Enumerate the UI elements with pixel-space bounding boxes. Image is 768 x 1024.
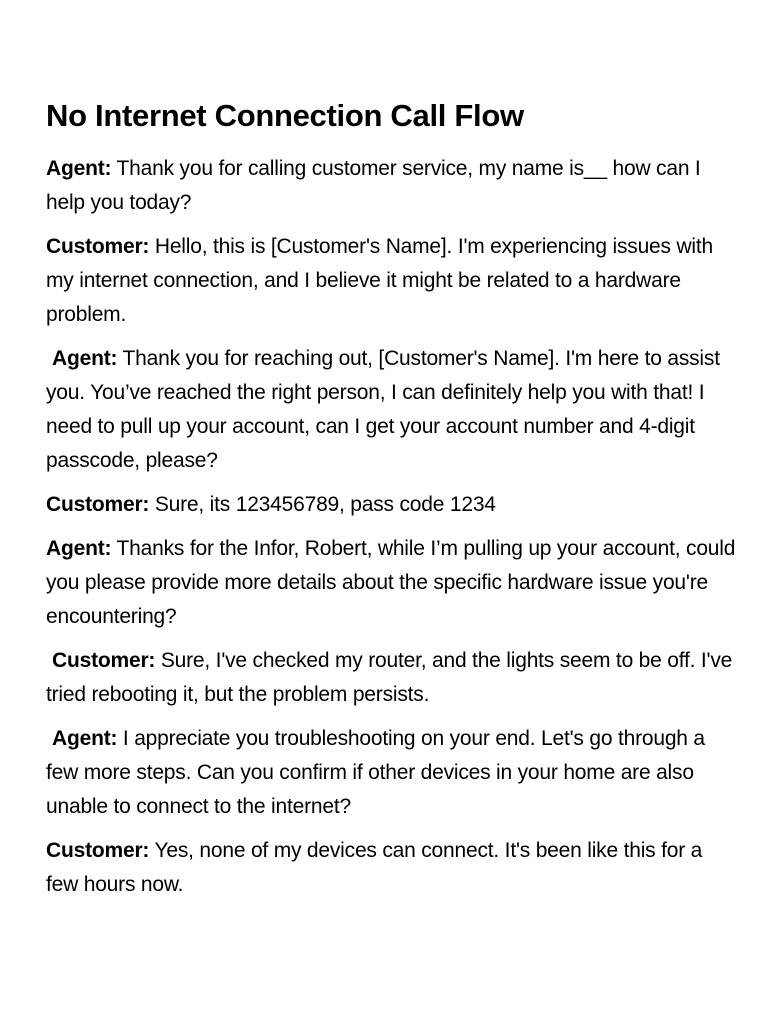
speaker-label: Customer: (46, 493, 150, 516)
utterance-text: Yes, none of my devices can connect. It's been like this for a few hours now. (46, 839, 703, 896)
document-title: No Internet Connection Call Flow (46, 98, 524, 133)
utterance-text: I appreciate you troubleshooting on your end. Let's go through a few more steps. Can you confirm if other devices in your home are also unable to connect to the internet? (46, 727, 705, 818)
speaker-label: Customer: (46, 839, 150, 862)
speaker-label: Agent: (46, 157, 112, 180)
utterance-text: Thank you for calling customer service, my name is__ how can I help you today? (46, 157, 701, 214)
call-dialogue (46, 152, 736, 902)
utterance-text: Sure, its 123456789, pass code 1234 (149, 493, 496, 516)
utterance-text: Hello, this is [Customer's Name]. I'm experiencing issues with my internet connection, and I believe it might be related to a hardware problem. (46, 235, 714, 326)
speaker-label: Agent: (52, 347, 118, 370)
dialogue-turn-agent (46, 342, 736, 478)
speaker-label: Agent: (46, 537, 112, 560)
speaker-label: Customer: (52, 649, 156, 672)
dialogue-turn-customer (46, 488, 736, 522)
speaker-label: Customer: (46, 235, 150, 258)
dialogue-turn-agent (46, 722, 736, 824)
utterance-text: Thank you for reaching out, [Customer's Name]. I'm here to assist you. You’ve reached the right person, I can definitely help you with that! I need to pull up your account, can I get your account number and 4-digit passcode, please? (46, 347, 720, 472)
speaker-label: Agent: (52, 727, 118, 750)
document-page (46, 96, 736, 912)
utterance-text: Thanks for the Infor, Robert, while I’m pulling up your account, could you please provide more details about the specific hardware issue you're encountering? (46, 537, 736, 628)
dialogue-turn-customer (46, 834, 736, 902)
dialogue-turn-agent (46, 152, 736, 220)
dialogue-turn-customer (46, 644, 736, 712)
dialogue-turn-agent (46, 532, 736, 634)
utterance-text: Sure, I've checked my router, and the lights seem to be off. I've tried rebooting it, but the problem persists. (46, 649, 733, 706)
dialogue-turn-customer (46, 230, 736, 332)
